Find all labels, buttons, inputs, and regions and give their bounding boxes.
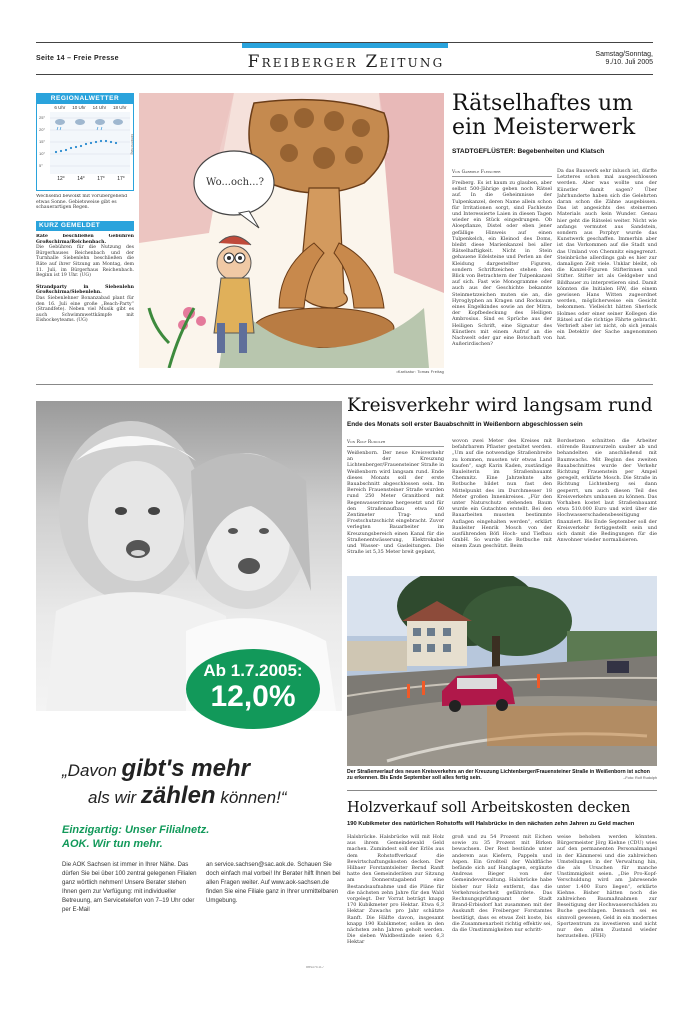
article1-kicker: STADTGEFLÜSTER: Begebenheiten und Klatsch <box>452 148 605 155</box>
photo-credit: –Foto: Rolf Rudolph <box>623 776 657 780</box>
roundabout-photo <box>347 576 657 766</box>
weather-axis-10: 10° <box>39 151 46 156</box>
article1-headline-line1: Rätselhaftes um <box>452 91 633 116</box>
weather-temp-1: 12° <box>57 176 65 182</box>
weather-time-1: 6 Uhr <box>54 105 66 110</box>
article2-headline: Kreisverkehr wird langsam rund <box>347 395 653 416</box>
ad-green-tagline: AOK. Wir tun mehr. <box>62 838 163 850</box>
rate-badge <box>186 649 320 729</box>
article3-col2: groß und zu 54 Prozent mit Eichen sowie zu 35 Prozent mit Birken bewachsen. Der Rest bestünde unter anderem aus Kiefern, Pappeln und Aspen. Ein Großteil der Waldfläche befände sich auf Hanglagen, ergänzte Andreas Bieger von der Gemeindeverwaltung. Halsbrücke habe bisher nur Holz entfernt, das die Verkehrssicherheit gefährdete. Das Rechnungsprüfungsamt der Stadt Brand-Erbisdorf hat zusammen mit der Auskunft des Freiberger Forstamtes bestätigt, dass es etwas Zeit koste, bis die Zusammenarbeit richtig effektiv sei, da die Umstimmigkeiten nur schritt- <box>452 834 552 934</box>
article2-byline: Von Rolf Rudolph <box>347 440 444 447</box>
short-news-item1-body: Die Gebühren für die Nutzung des Bürgerhauses Reichenbach und der Turnhalle Siebenlehn beschließen die Räte auf ihrer Sitzung am Montag, dem 11. Juli, im Bürgerhaus Reichenbach. Beginn ist 19 Uhr. (UG) <box>36 245 134 279</box>
weather-box <box>36 93 134 191</box>
article1-headline <box>452 92 657 140</box>
masthead-accent-bar <box>242 43 448 48</box>
weather-temp-2: 14° <box>77 176 85 182</box>
article1-col1: Freiberg. Es ist kaum zu glauben, aber selbst 500-Jährige geben noch Rätsel auf. In die Geheimnisse der Tulpenkanzel, deren Name allein schon für Irritationen sorgt, sind Fachleute und Interessierte Laien in diesen Tagen wieder ein Stück eingedrungen. Ob Aloepflanze, Distel oder eben jener gefällige Hinweis auf einen Tulpenkelch, ein Kleinod des Doms, bleibt diese Marienkanzel bei aller Rätselhaftigkeit. Nicht in Stein gehauene Edelsteine und Perlen an der Kleidung dargestellter Figuren, sondern Schriftzeichen stehen den Blick von Betrachtern der Tulpenkanzel auf sich. Fast wie Monogramme oder auch aus der Geschichte bekannte Steinmetzzeichen muten sie an, die Hyroglyphen an Kragen und Rocksaum eines Engelkindes sowie an der Mitra, der Kopfbedeckung des Heiligen Ambrosius. Sind es Sprüche aus der Heiligen Schrift, eine Signatur des Künstlers mit einem Aufruf an die Nachwelt oder gar eine Botschaft von Außerirdischen? <box>452 180 552 348</box>
article1-byline: Von Gabriele Fleischer <box>452 170 552 177</box>
issue-date-line2: 9./10. Juli 2005 <box>605 59 653 66</box>
weather-title: REGIONALWETTER <box>37 94 133 104</box>
weather-graph <box>50 112 130 174</box>
article2-col1: Weißenborn. Der neue Kreisverkehr an der Kreuzung Lichtenberger/Frauensteiner Straße in Weißenborn wird langsam rund. Ende dieses Monats soll der erste Bauabschnitt abgeschlossen sein. Im Bereich Frauensteiner Straße wurden rund 250 Meter Granitbord mit Regenwasserrinne hergesetzt und für den Straßenaufbau etwa 60 Zentimeter Trag- und Frostschutzschicht eingebracht. Zuvor verlegten Bauarbeiter im Kreuzungsbereich einen Kanal für die Straßenentwässerung, Elektrokabel und Wasser- und Gasleitungen. Die Straße ist 5,35 Meter breit geplant, <box>347 450 444 556</box>
weather-temp-4: 17° <box>117 176 125 182</box>
weather-axis-5: 5° <box>39 163 43 168</box>
slogan-part3: als wir <box>88 788 141 807</box>
short-news-list <box>36 234 134 374</box>
article3-col3: weise behoben werden könnten. Bürgermeister Jörg Kiehne (CDU) wies auf den permanenten Personalmangel in der Kämmerei und die zahlreichen Umstellungen in der Verwaltung hin, die als Ursachen für manche Unstimmigkeit seien. „Die Pro-Kopf-Verschuldung wird am Jahresende unter 1.400 Euro liegen“, erklärte Kiehne. Bisher hätten noch die zahlreichen Baumaßnahmen zur Beseitigung der Hochwasserschäden zu Buche geschlagen. Dennoch sei es sinnvoll gewesen, Geld in ein modernes Sportzentrum zu investieren und nicht nur den alten Zustand wieder herzustellen. (FEH) <box>557 834 657 940</box>
weather-side-label: Niederschlag <box>130 134 134 155</box>
article3-headline: Holzverkauf soll Arbeitskosten decken <box>347 800 631 816</box>
weather-text: Wechselnd bewölkt mit vorübergehend etwas Sonne. Gebietsweise gibt es schauerartigen Regen. <box>36 194 128 211</box>
rate-badge-rate: 12,0% <box>210 680 296 713</box>
aok-advertisement <box>36 401 342 964</box>
weather-axis-20: 20° <box>39 127 46 132</box>
masthead-title: Freiberger Zeitung <box>247 52 445 72</box>
short-news-title: KURZ GEMELDET <box>36 221 134 231</box>
ad-body-right: an service.sachsen@sac.aok.de. Schauen Sie doch einfach mal vorbei! Ihr Berater hilft Ihnen bei allen Fragen weiter. Auf www.aok-sachsen.de finden Sie eine Filiale ganz in Ihrer unmittelbaren Umgebung. <box>206 861 341 904</box>
short-news-item2-head: Strandparty in Siebenlehn Großschirma/Siebenlehn. <box>36 284 134 296</box>
article2-col3: Bordsetzen schnitten die Arbeiter störende Baumwurzeln sauber ab und behandelten sie anschließend mit Baumwachs. Mit Beginn des zweiten Bauabschnittes wurde der Verkehr Richtung Frauenstein per Ampel geregelt, erklärte Mosch. Die Straße in Richtung Lichtenberg sei dann gesperrt, um auch diesen Teil des Kreisverkehrs umbauen zu können. Das Vorhaben kostet laut Straßenbauamt etwa 510.000 Euro und wird über die Hochwasserschadensbeseitigung finanziert. Bis Ende September soll der Kreisverkehr fertiggestellt sein und sich damit die Bedingungen für die Anwohner wieder normalisieren. <box>557 438 657 544</box>
rate-badge-date: Ab 1.7.2005: <box>203 661 303 680</box>
weather-time-3: 14 Uhr <box>92 105 107 110</box>
ad-footer-code: RBSA70-11-/ <box>306 965 324 969</box>
article1-headline-line2: ein Meisterwerk <box>452 115 636 140</box>
weather-axis-25: 25° <box>39 115 46 120</box>
ad-green-claim: Einzigartig: Unser Filialnetz. <box>62 824 210 836</box>
issue-date <box>560 51 653 67</box>
cartoon-speech-bubble: Wo...och...? <box>206 177 264 188</box>
weather-time-4: 18 Uhr <box>113 105 127 110</box>
article1-col2: Da das Bauwerk sehr inlusch ist, dürfte Letzteres schon mal ausgeschlossen werden. Aber was wollte uns der Künstler damit sagen? Über Jahrhunderte haben sich die Gelehrten daran schon die Zähne ausgebissen. Das ist angesichts des steinernen Materials auch kein Wunder. Genau hier geht die Rätselei weiter. Nicht wie anfangs vermutet aus Sandstein, sondern aus Porphyr wurde das Kunstwerk geschaffen. Immerhin aber ist das Vorkommen auf die Stadt und das Umland von Chemnitz eingegrenzt. Steinbrüche allerdings gab es hier zur damaligen Zeit viele. Unklar bleibt, ob die Kanzel-Figuren Stifterinnen und Stifter. Stifter ist als Geldgeber und Bildhauer zu interpretieren sind. Damit könnten die Initialen HW, die einem gewissen Hans Witten zugeordnet werden, möglicherweise ein Gesicht bekommen. Vielleicht hätten Sherlock Holmes oder einer seiner Kollegen die Rätsel auf die richtige Fährte gebracht. Verbrieft aber ist nicht, ob sich jemals ein Detektiv der Sache angenommen hat. <box>557 168 657 342</box>
slogan-part2: gibt's mehr <box>121 755 250 782</box>
cartoon-illustration <box>139 93 444 368</box>
page-label: Seite 14 – Freie Presse <box>36 55 119 62</box>
cartoon-credit: •Karikatur: Tomas Freitag <box>396 370 444 374</box>
article3-subtitle: 190 Kubikmeter des natürlichen Rohstoffs will Halsbrücke in den nächsten zehn Jahren zu Geld machen <box>347 821 635 827</box>
slogan-part1: „Davon <box>62 761 122 780</box>
weather-chart <box>39 112 131 174</box>
roundabout-photo-scene <box>347 576 657 766</box>
article2-subtitle: Ende des Monats soll erster Bauabschnitt in Weißenborn abgeschlossen sein <box>347 421 583 428</box>
weather-temp-3: 17° <box>97 176 105 182</box>
ad-body-left: Die AOK Sachsen ist immer in Ihrer Nähe. Das dürfen Sie bei über 100 zentral gelegenen Filialen ganz wörtlich nehmen! Unsere Berater stehen Ihnen gern zur Verfügung: mit individueller Betreuung, am Servicetelefon von 7–19 Uhr oder per E-Mail <box>62 861 197 913</box>
photo-caption: Der Straßenverlauf des neuen Kreisverkehrs an der Kreuzung Lichtenberger/Frauensteiner Straße in Weißenborn ist schon zu erkennen. Bis Ende September soll alles fertig sein. <box>347 769 650 782</box>
article2-col2: wovon zwei Meter des Kreises mit befahrbarem Pflaster gestaltet werden. „Um auf die notwendige Straßenbreite zu kommen, mussten wir etwas Land kaufen“, sagt Karin Kaden, zuständige Bauleiterin im Straßenbauamt Chemnitz. Eine Jahrzehnte alte Rotbuche bildet nun fast den Mittelpunkt des im Durchmesser 18 Meter großen Innenkreises. „Für den unter Naturschutz stehenden Baum wurde ein Gutachten erstellt. Bei den Bauarbeiten mussten bestimmte Auflagen eingehalten werden“, erklärt Bauleiter Henrik Mosch von der ausführenden Böfi Hoch- und Tiefbau GmbH. So wurde die Rotbuche mit einem Zaun geschützt. Beim <box>452 438 552 550</box>
weather-time-2: 10 Uhr <box>72 105 86 110</box>
weather-axis-15: 15° <box>39 139 46 144</box>
issue-date-line1: Samstag/Sonntag, <box>595 51 653 58</box>
short-news-item1-head: Räte beschließen Gebühren Großschirma/Reichenbach. <box>36 234 134 245</box>
short-news-item2-body: Das Siebenlehner Bonanzabad plant für den 16. Juli eine große „Beach-Party“ (Strandfete). Neben viel Musik gibt es auch Schwimmwettkämpfe mit Eishockeyteams. (UG) <box>36 295 134 324</box>
slogan-part4: zählen <box>140 782 216 809</box>
slogan-part5: können!“ <box>215 788 287 807</box>
ad-slogan <box>62 757 342 811</box>
article3-col1: Halsbrücke. Halsbrücke will mit Holz aus ihrem Gemeindewald Geld machen. Zumindest soll der Erlös aus dem Rohstoffverkauf die Bewirtschaftungskosten decken. Der Hilbaer Forstamtsleiter Bernd Ranft hatte den Gemeinderäten zur Sitzung am Donnerstagabend eine Bestandsaufnahme und die Pläne für die nächsten zehn Jahre für den Wald vorgelegt. Der Vorrat beträgt knapp 170 Kubikmeter pro Hektar. Etwa 6,3 Hektar Zuwachs pro Jahr schätzte Ranft. Die Hälfte davon, insgesamt knapp 190 Kubikmeter, sollen in den nächsten zehn Jahren geholt werden. Die sieben Waldbestände seien 6,3 Hektar <box>347 834 444 946</box>
cartoon-drawing <box>139 93 444 368</box>
